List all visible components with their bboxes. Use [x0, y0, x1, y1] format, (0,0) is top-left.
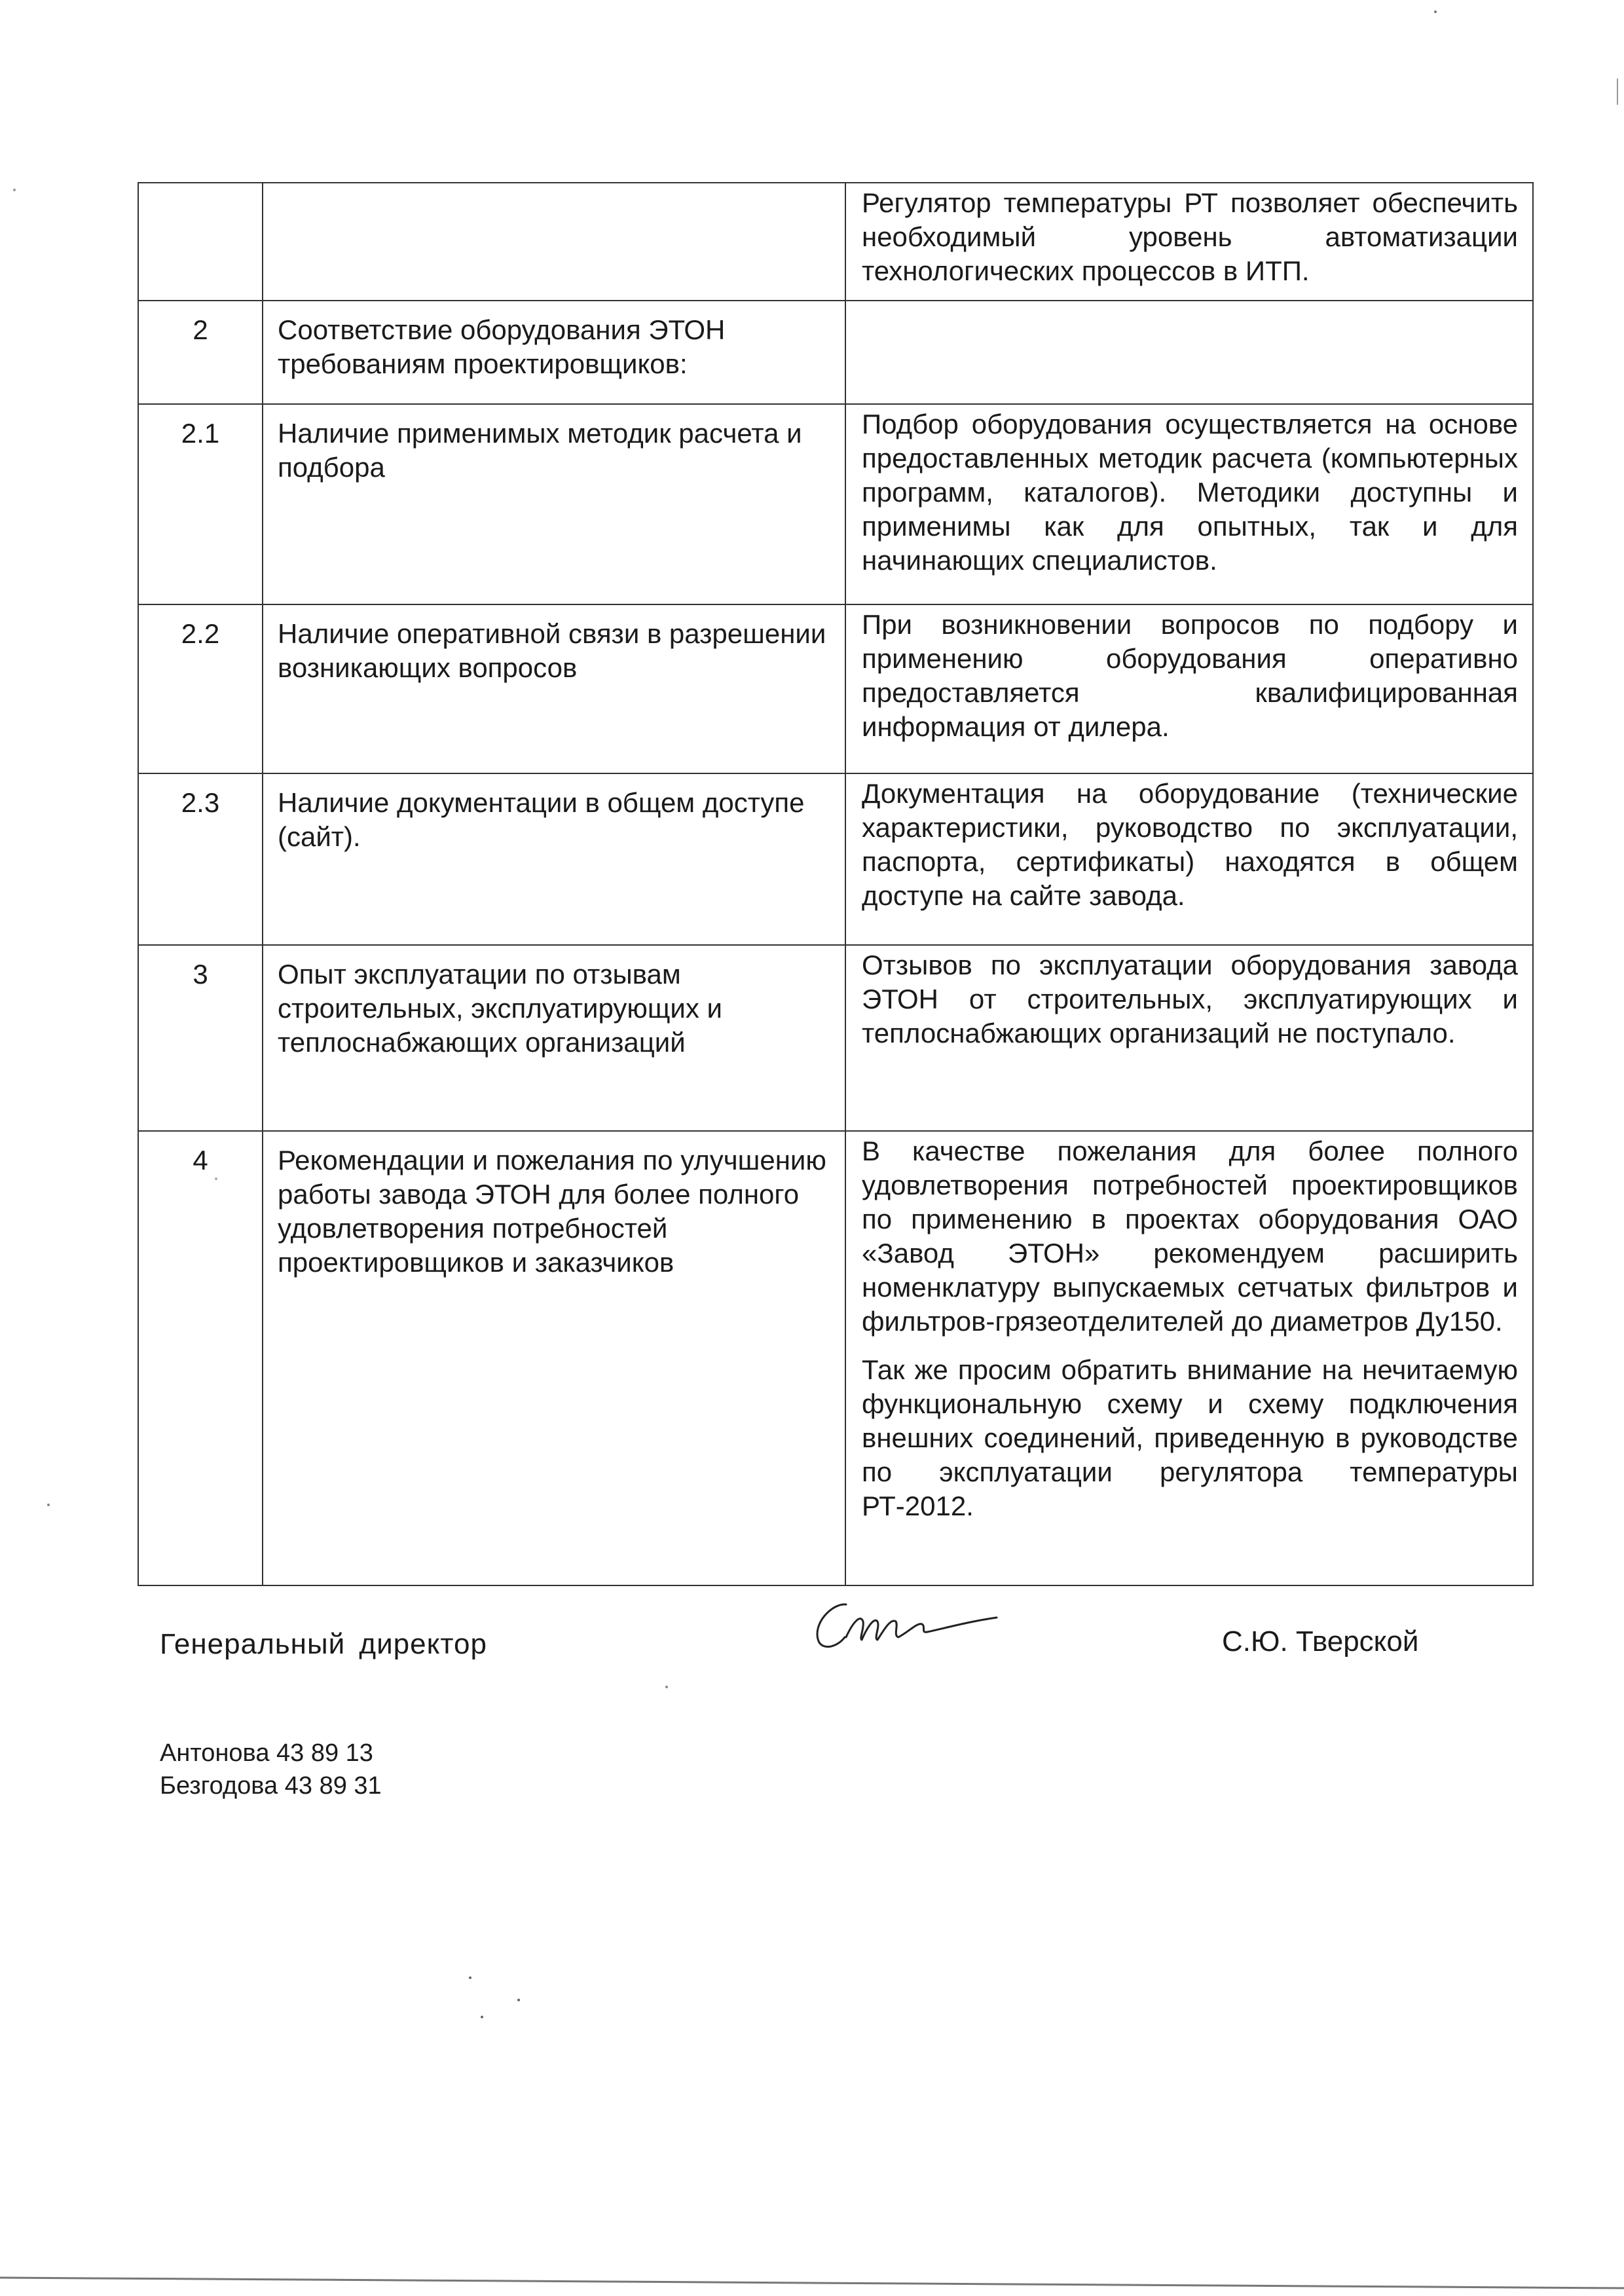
- response-paragraph: В качестве пожелания для более полного удовлетворения потребностей проектировщиков по применению в проектах оборудования ОАО «Завод ЭТОН» рекомендуем расширить номенклатуру выпускаемых сетчатых фильтров и фильтров-грязеотделителей до диаметров Ду150.: [862, 1136, 1518, 1337]
- response-paragraph: Подбор оборудования осуществляется на основе предоставленных методик расчета (компьютерных программ, каталогов). Методики доступны и применимы как для опытных, так и для начинающих специалистов.: [862, 409, 1518, 576]
- row-number: 2: [138, 301, 263, 404]
- table-row: [138, 1131, 1533, 1585]
- response-paragraph: Документация на оборудование (технические характеристики, руководство по эксплуатации, паспорта, сертификаты) находятся в общем доступе на сайте завода.: [862, 778, 1518, 911]
- table-row: [138, 945, 1533, 1131]
- criterion-text: Рекомендации и пожелания по улучшению работы завода ЭТОН для более полного удовлетворения потребностей проектировщиков и заказчиков: [263, 1131, 845, 1585]
- handwritten-signature-icon: [805, 1585, 1002, 1657]
- table-row: [138, 301, 1533, 404]
- criterion-text: Наличие оперативной связи в разрешении возникающих вопросов: [263, 604, 845, 773]
- table-row: [138, 773, 1533, 945]
- table-row: [138, 604, 1533, 773]
- response-cell: [845, 183, 1533, 301]
- row-number: [138, 183, 263, 301]
- row-number: 4: [138, 1131, 263, 1585]
- row-number: 2.1: [138, 404, 263, 604]
- signatory-title: Генеральный директор: [160, 1628, 487, 1660]
- response-paragraph: Отзывов по эксплуатации оборудования завода ЭТОН от строительных, эксплуатирующих и теплоснабжающих организаций не поступало.: [862, 950, 1518, 1048]
- response-cell: [845, 945, 1533, 1131]
- response-cell: [845, 604, 1533, 773]
- table-row: [138, 183, 1533, 301]
- response-paragraph: Регулятор температуры РТ позволяет обеспечить необходимый уровень автоматизации технологических процессов в ИТП.: [862, 187, 1518, 286]
- response-cell: [845, 773, 1533, 945]
- contact-line: Антонова 43 89 13: [160, 1739, 373, 1767]
- signatory-name: С.Ю. Тверской: [1222, 1625, 1419, 1657]
- table-row: [138, 404, 1533, 604]
- response-cell: [845, 1131, 1533, 1585]
- criterion-text: Опыт эксплуатации по отзывам строительных, эксплуатирующих и теплоснабжающих организаций: [263, 945, 845, 1131]
- criterion-text: Наличие документации в общем доступе (сайт).: [263, 773, 845, 945]
- row-number: 3: [138, 945, 263, 1131]
- row-number: 2.3: [138, 773, 263, 945]
- criterion-text: [263, 183, 845, 301]
- criterion-text: Соответствие оборудования ЭТОН требованиям проектировщиков:: [263, 301, 845, 404]
- row-number: 2.2: [138, 604, 263, 773]
- evaluation-table: [138, 182, 1534, 1586]
- response-cell: [845, 301, 1533, 404]
- criterion-text: Наличие применимых методик расчета и подбора: [263, 404, 845, 604]
- contact-line: Безгодова 43 89 31: [160, 1772, 382, 1800]
- table-body: [138, 183, 1533, 1585]
- response-cell: [845, 404, 1533, 604]
- response-paragraph: При возникновении вопросов по подбору и применению оборудования оперативно предоставляется квалифицированная информация от дилера.: [862, 609, 1518, 742]
- response-paragraph: Так же просим обратить внимание на нечитаемую функциональную схему и схему подключения внешних соединений, приведенную в руководстве по эксплуатации регулятора температуры РТ-2012.: [862, 1354, 1518, 1521]
